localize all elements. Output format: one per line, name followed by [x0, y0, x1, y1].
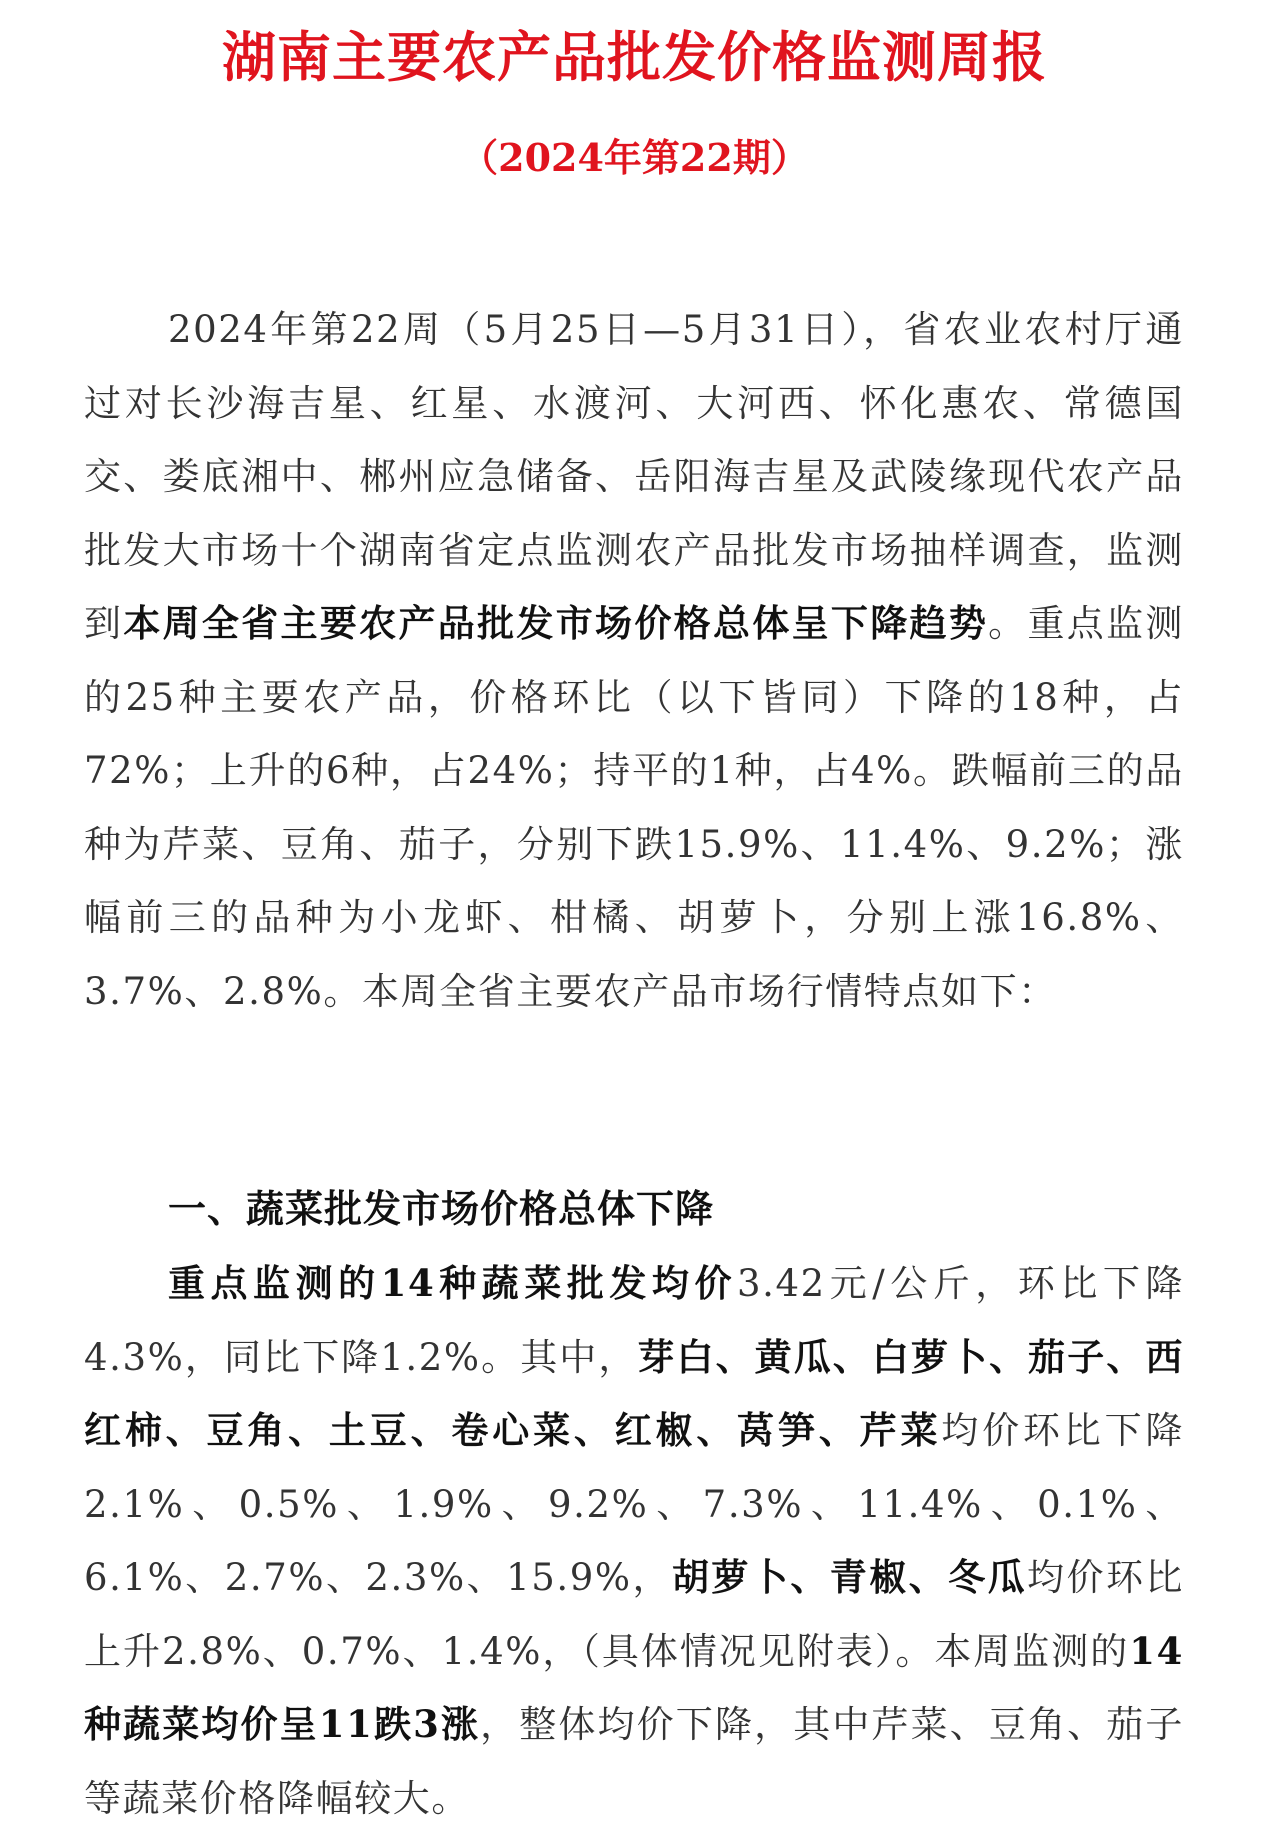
section1-falling-list: 芽白、黄瓜、白萝卜、茄子、西红柿、豆角、土豆、卷心菜、红椒、莴笋、芹菜 [84, 1334, 1184, 1452]
section1-text-a: 3.42元/公斤，环比下降4.3%，同比下降1.2%。其中， [84, 1262, 1184, 1379]
section1-rising-list: 胡萝卜、青椒、冬瓜 [671, 1555, 1028, 1599]
section1-text-d: ，整体均价下降，其中芹菜、豆角、茄子等蔬菜价格降幅较大。 [84, 1703, 1184, 1820]
section1-text-b: 均价环比下降2.1%、0.5%、1.9%、9.2%、7.3%、11.4%、0.1%、6.1%、2.7%、2.3%、15.9%， [84, 1409, 1184, 1599]
section1-summary: 14种蔬菜均价呈11跌3涨 [84, 1628, 1184, 1746]
intro-highlight: 本周全省主要农产品批发市场价格总体呈下降趋势 [123, 601, 989, 645]
intro-text-part2: 。重点监测的25种主要农产品，价格环比（以下皆同）下降的18种，占72%；上升的6种，占24%；持平的1种，占4%。跌幅前三的品种为芹菜、豆角、茄子，分别下跌15.9%、11.4%、9.2%；涨幅前三的品种为小龙虾、柑橘、胡萝卜，分别上涨16.8%、3.7%、2.8%。本周全省主要农产品市场行情特点如下： [84, 602, 1184, 1013]
report-title: 湖南主要农产品批发价格监测周报 [222, 26, 1047, 89]
section-heading-vegetables: 一、蔬菜批发市场价格总体下降 [168, 1187, 715, 1231]
section1-text [84, 1247, 1184, 1835]
intro-text [84, 293, 1184, 1028]
intro-paragraph [84, 293, 1184, 1028]
section1-text-c: 均价环比上升2.8%、0.7%、1.4%，（具体情况见附表）。本周监测的 [84, 1556, 1185, 1673]
intro-text-part1: 2024年第22周（5月25日—5月31日），省农业农村厅通过对长沙海吉星、红星、水渡河、大河西、怀化惠农、常德国交、娄底湘中、郴州应急储备、岳阳海吉星及武陵缘现代农产品批发大市场十个湖南省定点监测农产品批发市场抽样调查，监测到 [84, 308, 1184, 645]
section1-lead: 重点监测的14种蔬菜批发均价 [168, 1261, 737, 1305]
section1-paragraph [84, 1247, 1184, 1835]
report-issue: （2024年第22期） [460, 135, 809, 180]
